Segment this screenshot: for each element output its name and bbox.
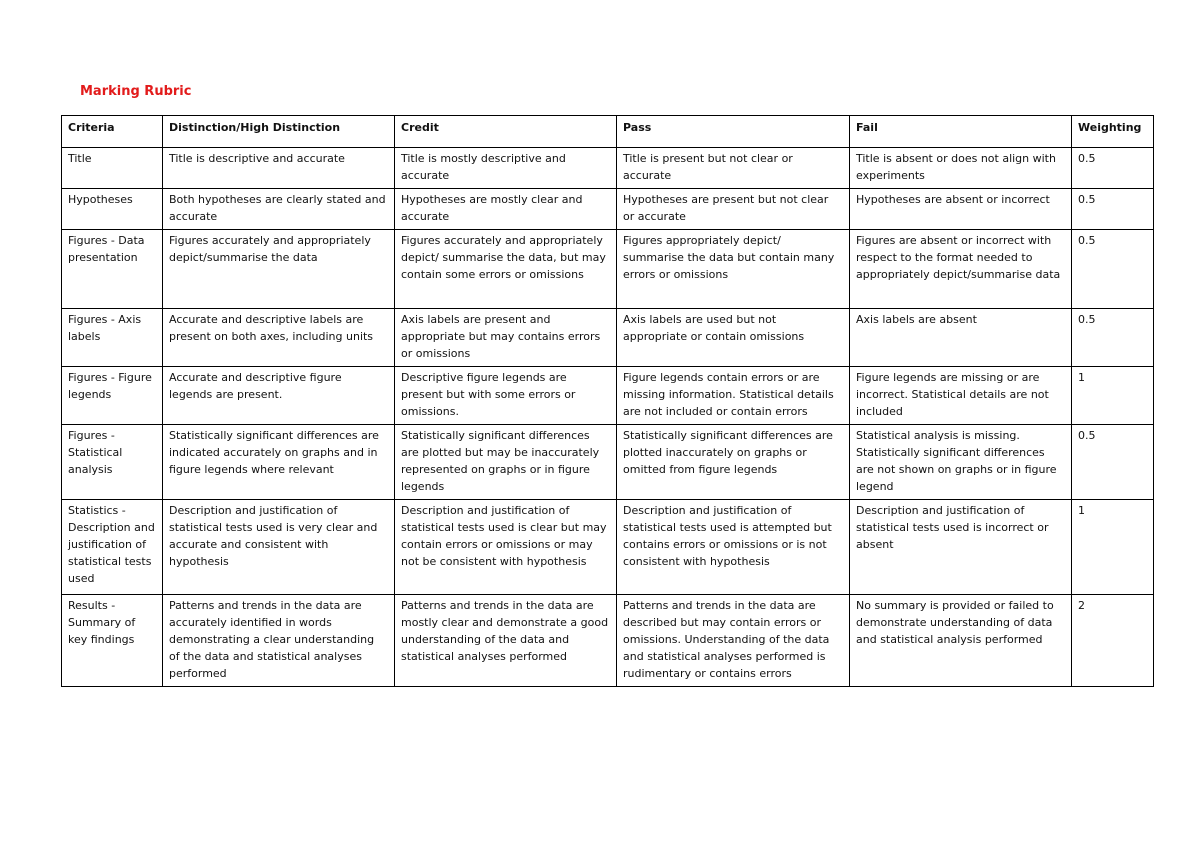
page-title: Marking Rubric — [80, 84, 192, 99]
fail-cell: Description and justification of statistical tests used is incorrect or absent — [850, 500, 1072, 595]
header-pass: Pass — [617, 116, 850, 148]
fail-cell: Title is absent or does not align with experiments — [850, 148, 1072, 189]
pass-cell: Hypotheses are present but not clear or accurate — [617, 189, 850, 230]
fail-cell: No summary is provided or failed to demonstrate understanding of data and statistical analysis performed — [850, 595, 1072, 687]
distinction-cell: Statistically significant differences are indicated accurately on graphs and in figure legends where relevant — [163, 425, 395, 500]
table-row — [62, 500, 1154, 595]
credit-cell: Figures accurately and appropriately depict/ summarise the data, but may contain some errors or omissions — [395, 230, 617, 309]
pass-cell: Figure legends contain errors or are missing information. Statistical details are not included or contain errors — [617, 367, 850, 425]
table-row — [62, 425, 1154, 500]
table-row — [62, 148, 1154, 189]
header-fail: Fail — [850, 116, 1072, 148]
criteria-cell: Hypotheses — [62, 189, 163, 230]
weighting-cell: 2 — [1072, 595, 1154, 687]
fail-cell: Hypotheses are absent or incorrect — [850, 189, 1072, 230]
distinction-cell: Patterns and trends in the data are accurately identified in words demonstrating a clear understanding of the data and statistical analyses performed — [163, 595, 395, 687]
header-distinction: Distinction/High Distinction — [163, 116, 395, 148]
credit-cell: Title is mostly descriptive and accurate — [395, 148, 617, 189]
weighting-cell: 0.5 — [1072, 189, 1154, 230]
table-row — [62, 230, 1154, 309]
distinction-cell: Figures accurately and appropriately depict/summarise the data — [163, 230, 395, 309]
weighting-cell: 0.5 — [1072, 309, 1154, 367]
distinction-cell: Description and justification of statistical tests used is very clear and accurate and consistent with hypothesis — [163, 500, 395, 595]
weighting-cell: 1 — [1072, 367, 1154, 425]
pass-cell: Figures appropriately depict/ summarise the data but contain many errors or omissions — [617, 230, 850, 309]
distinction-cell: Accurate and descriptive figure legends are present. — [163, 367, 395, 425]
credit-cell: Patterns and trends in the data are mostly clear and demonstrate a good understanding of the data and statistical analyses performed — [395, 595, 617, 687]
distinction-cell: Both hypotheses are clearly stated and accurate — [163, 189, 395, 230]
header-credit: Credit — [395, 116, 617, 148]
pass-cell: Statistically significant differences are plotted inaccurately on graphs or omitted from figure legends — [617, 425, 850, 500]
table-row — [62, 189, 1154, 230]
fail-cell: Statistical analysis is missing. Statistically significant differences are not shown on graphs or in figure legend — [850, 425, 1072, 500]
pass-cell: Axis labels are used but not appropriate or contain omissions — [617, 309, 850, 367]
fail-cell: Figure legends are missing or are incorrect. Statistical details are not included — [850, 367, 1072, 425]
header-criteria: Criteria — [62, 116, 163, 148]
table-row — [62, 595, 1154, 687]
criteria-cell: Figures - Data presentation — [62, 230, 163, 309]
fail-cell: Figures are absent or incorrect with respect to the format needed to appropriately depict/summarise data — [850, 230, 1072, 309]
weighting-cell: 0.5 — [1072, 148, 1154, 189]
header-row — [62, 116, 1154, 148]
credit-cell: Description and justification of statistical tests used is clear but may contain errors or omissions or may not be consistent with hypothesis — [395, 500, 617, 595]
credit-cell: Hypotheses are mostly clear and accurate — [395, 189, 617, 230]
pass-cell: Title is present but not clear or accurate — [617, 148, 850, 189]
criteria-cell: Figures - Statistical analysis — [62, 425, 163, 500]
weighting-cell: 0.5 — [1072, 425, 1154, 500]
fail-cell: Axis labels are absent — [850, 309, 1072, 367]
credit-cell: Descriptive figure legends are present but with some errors or omissions. — [395, 367, 617, 425]
weighting-cell: 0.5 — [1072, 230, 1154, 309]
distinction-cell: Accurate and descriptive labels are present on both axes, including units — [163, 309, 395, 367]
weighting-cell: 1 — [1072, 500, 1154, 595]
criteria-cell: Results - Summary of key findings — [62, 595, 163, 687]
credit-cell: Axis labels are present and appropriate but may contains errors or omissions — [395, 309, 617, 367]
pass-cell: Description and justification of statistical tests used is attempted but contains errors or omissions or is not consistent with hypothesis — [617, 500, 850, 595]
criteria-cell: Figures - Axis labels — [62, 309, 163, 367]
criteria-cell: Figures - Figure legends — [62, 367, 163, 425]
criteria-cell: Title — [62, 148, 163, 189]
credit-cell: Statistically significant differences are plotted but may be inaccurately represented on graphs or in figure legends — [395, 425, 617, 500]
table-row — [62, 367, 1154, 425]
distinction-cell: Title is descriptive and accurate — [163, 148, 395, 189]
criteria-cell: Statistics - Description and justification of statistical tests used — [62, 500, 163, 595]
header-weighting: Weighting — [1072, 116, 1154, 148]
pass-cell: Patterns and trends in the data are described but may contain errors or omissions. Understanding of the data and statistical analyses performed is rudimentary or contains errors — [617, 595, 850, 687]
marking-rubric-table — [61, 115, 1154, 687]
table-row — [62, 309, 1154, 367]
